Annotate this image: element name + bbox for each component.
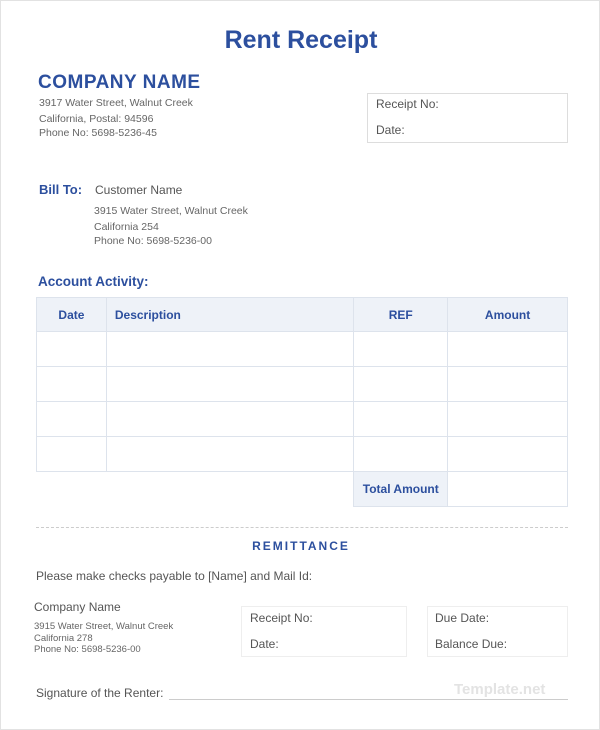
company-address-line1: 3917 Water Street, Walnut Creek <box>39 97 193 109</box>
remit-company-name: Company Name <box>34 600 121 614</box>
date-label: Date: <box>376 123 405 137</box>
cell[interactable] <box>106 332 353 367</box>
table-row <box>37 332 568 367</box>
page-title: Rent Receipt <box>224 26 378 54</box>
remit-date-label: Date: <box>250 637 279 651</box>
cell[interactable] <box>106 437 353 472</box>
total-amount-value[interactable] <box>448 472 568 507</box>
watermark: Template.net <box>454 681 546 698</box>
divider <box>36 527 568 528</box>
column-header-amount: Amount <box>448 298 568 332</box>
table-row <box>37 402 568 437</box>
signature-line[interactable] <box>169 699 568 700</box>
cell[interactable] <box>37 437 107 472</box>
table-row <box>37 367 568 402</box>
column-header-description: Description <box>106 298 353 332</box>
receipt-info-box <box>367 93 568 143</box>
remit-receipt-no-label: Receipt No: <box>250 611 313 625</box>
customer-address-line2: California 254 <box>94 221 159 233</box>
total-row <box>37 472 568 507</box>
cell[interactable] <box>448 402 568 437</box>
cell[interactable] <box>106 402 353 437</box>
balance-due-label: Balance Due: <box>435 637 508 651</box>
cell[interactable] <box>37 402 107 437</box>
cell[interactable] <box>106 367 353 402</box>
table-header-row <box>37 298 568 332</box>
account-activity-heading: Account Activity: <box>38 274 149 289</box>
customer-name: Customer Name <box>95 183 183 197</box>
cell[interactable] <box>354 332 448 367</box>
company-phone: Phone No: 5698-5236-45 <box>39 127 157 139</box>
remit-phone: Phone No: 5698-5236-00 <box>34 644 141 655</box>
remit-due-box <box>427 606 568 657</box>
activity-table <box>36 297 568 507</box>
signature-label: Signature of the Renter: <box>36 686 164 700</box>
customer-address-line1: 3915 Water Street, Walnut Creek <box>94 205 248 217</box>
cell[interactable] <box>448 437 568 472</box>
remittance-instruction: Please make checks payable to [Name] and Mail Id: <box>36 569 313 583</box>
cell[interactable] <box>354 402 448 437</box>
company-name: COMPANY NAME <box>38 72 201 93</box>
customer-phone: Phone No: 5698-5236-00 <box>94 235 212 247</box>
remit-address-line2: California 278 <box>34 633 93 644</box>
bill-to-label: Bill To: <box>39 182 83 197</box>
cell[interactable] <box>37 367 107 402</box>
cell[interactable] <box>37 332 107 367</box>
total-amount-label: Total Amount <box>354 472 448 507</box>
company-address-line2: California, Postal: 94596 <box>39 113 154 125</box>
due-date-label: Due Date: <box>435 611 490 625</box>
column-header-ref: REF <box>354 298 448 332</box>
cell[interactable] <box>448 367 568 402</box>
cell[interactable] <box>448 332 568 367</box>
remit-address-line1: 3915 Water Street, Walnut Creek <box>34 621 174 632</box>
column-header-date: Date <box>37 298 107 332</box>
remit-receipt-box <box>241 606 407 657</box>
cell[interactable] <box>354 437 448 472</box>
cell[interactable] <box>354 367 448 402</box>
remittance-heading: REMITTANCE <box>252 539 350 553</box>
receipt-no-label: Receipt No: <box>376 97 439 111</box>
table-row <box>37 437 568 472</box>
